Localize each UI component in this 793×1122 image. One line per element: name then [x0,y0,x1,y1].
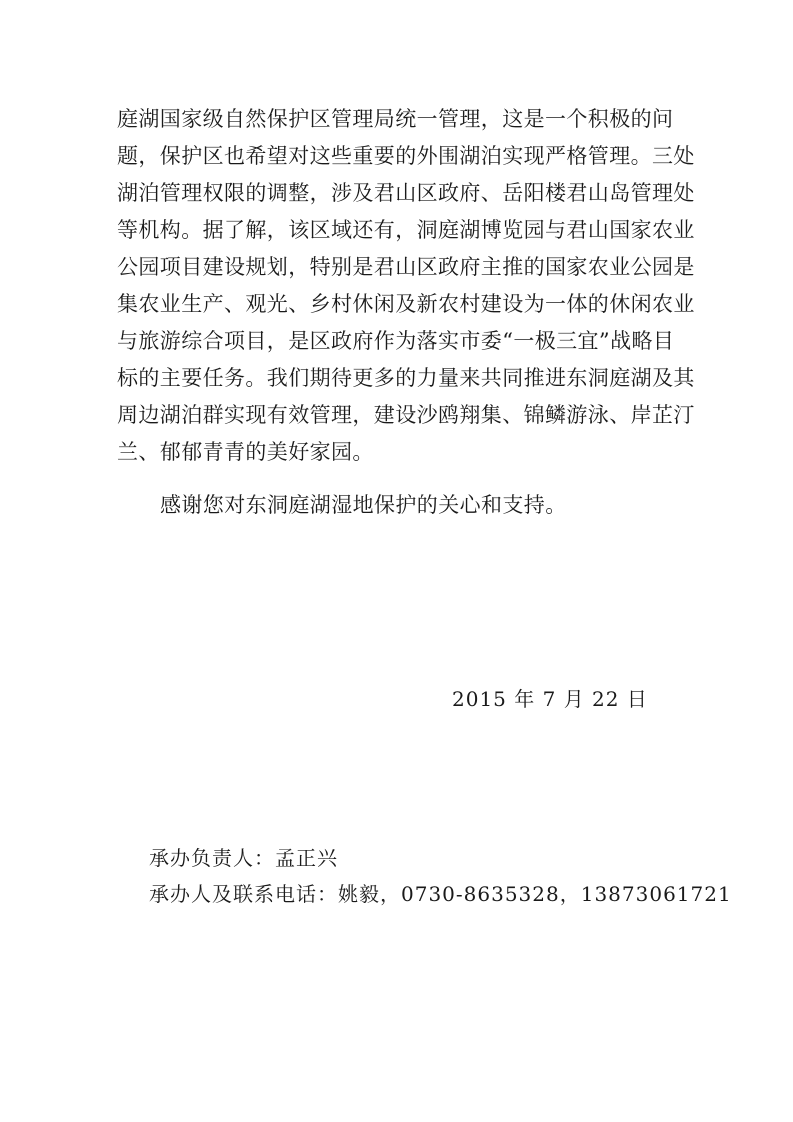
body-line-10: 兰、郁郁青青的美好家园。 [117,440,374,464]
body-line-9: 周边湖泊群实现有效管理，建设沙鸥翔集、锦鳞游泳、岸芷汀 [117,403,695,427]
body-line-6: 集农业生产、观光、乡村休闲及新农村建设为一体的休闲农业 [117,292,695,316]
handler-contact: 承办人及联系电话：姚毅，0730-8635328，13873061721 [149,882,732,906]
body-line-2: 题，保护区也希望对这些重要的外围湖泊实现严格管理。三处 [117,144,695,168]
body-line-7: 与旅游综合项目，是区政府作为落实市委“一极三宜”战略目 [117,329,675,353]
body-line-3: 湖泊管理权限的调整，涉及君山区政府、岳阳楼君山岛管理处 [117,181,695,205]
closing-line: 感谢您对东洞庭湖湿地保护的关心和支持。 [160,493,567,517]
body-line-1: 庭湖国家级自然保护区管理局统一管理，这是一个积极的问 [117,107,674,131]
body-line-8: 标的主要任务。我们期待更多的力量来共同推进东洞庭湖及其 [117,366,695,390]
body-line-4: 等机构。据了解，该区域还有，洞庭湖博览园与君山国家农业 [117,218,695,242]
body-line-5: 公园项目建设规划，特别是君山区政府主推的国家农业公园是 [117,255,695,279]
responsible-person: 承办负责人：孟正兴 [149,846,338,870]
document-date: 2015 年 7 月 22 日 [452,687,648,711]
